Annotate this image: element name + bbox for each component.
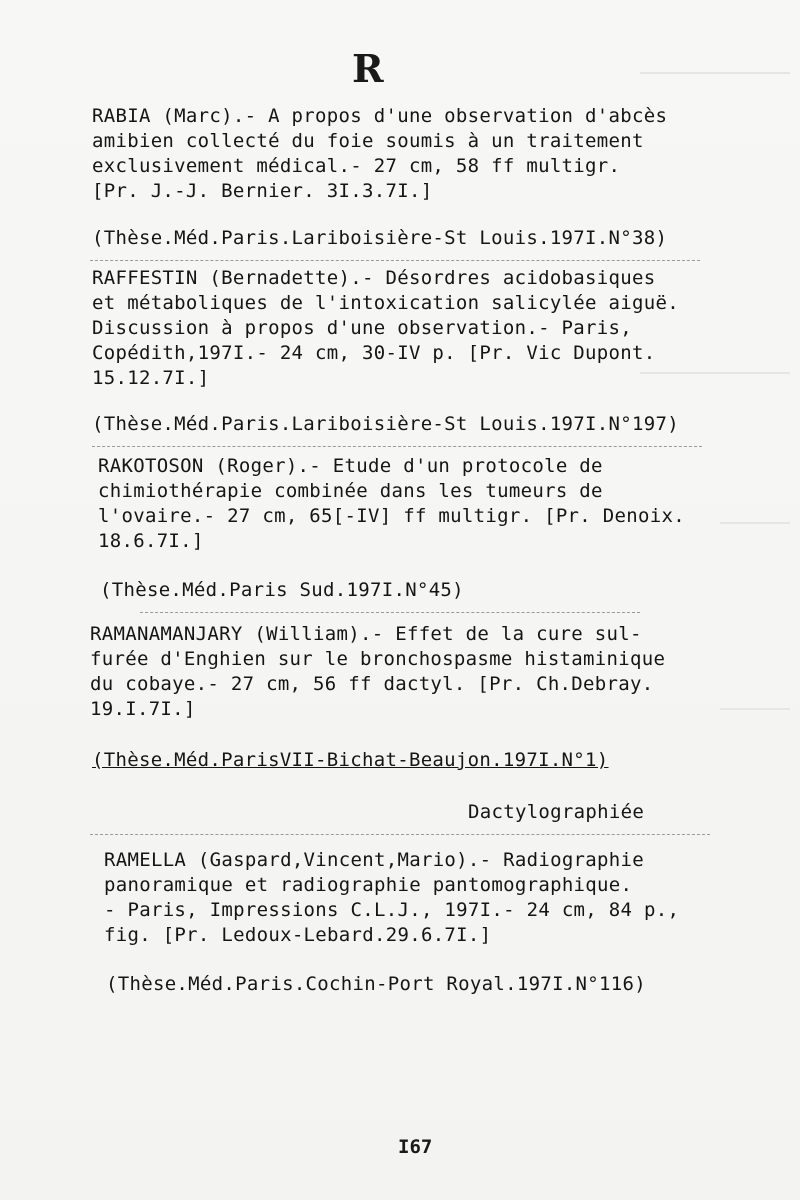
bibliography-entry: [104, 848, 679, 948]
scan-ghost-mark: [720, 522, 790, 524]
entry-divider: [140, 612, 640, 614]
entry-line: - Paris, Impressions C.L.J., 197I.- 24 cm, 84 p.,: [104, 899, 680, 921]
entry-divider: [90, 834, 710, 836]
entry-line: du cobaye.- 27 cm, 56 ff dactyl. [Pr. Ch.Debray.: [90, 673, 654, 695]
entry-line: [Pr. J.-J. Bernier. 3I.3.7I.]: [92, 180, 433, 202]
entry-line: l'ovaire.- 27 cm, 65[-IV] ff multigr. [Pr. Denoix.: [98, 505, 685, 527]
entry-line: furée d'Enghien sur le bronchospasme histaminique: [90, 648, 666, 670]
thesis-reference: (Thèse.Méd.Paris.Cochin-Port Royal.197I.N°116): [106, 973, 646, 995]
entry-line: amibien collecté du foie soumis à un traitement: [92, 130, 644, 152]
entry-divider: [90, 260, 700, 262]
scan-ghost-mark: [640, 72, 790, 74]
entry-line: 15.12.7I.]: [92, 367, 210, 389]
entry-line: RAKOTOSON (Roger).- Etude d'un protocole de: [98, 455, 603, 477]
entry-divider: [92, 446, 702, 448]
thesis-reference: (Thèse.Méd.Paris.Lariboisière-St Louis.197I.N°197): [92, 413, 679, 435]
entry-line: 18.6.7I.]: [98, 530, 204, 552]
entry-line: 19.I.7I.]: [90, 698, 196, 720]
bibliography-entry: [98, 454, 685, 554]
entry-line: RABIA (Marc).- A propos d'une observation d'abcès: [92, 105, 668, 127]
entry-line: chimiothérapie combinée dans les tumeurs de: [98, 480, 603, 502]
entry-line: RAMELLA (Gaspard,Vincent,Mario).- Radiographie: [104, 849, 644, 871]
bibliography-entry: [90, 622, 665, 722]
thesis-reference: (Thèse.Méd.ParisVII-Bichat-Beaujon.197I.N°1): [92, 749, 609, 771]
bibliography-entry: [92, 104, 667, 204]
entry-line: panoramique et radiographie pantomographique.: [104, 874, 633, 896]
thesis-reference: (Thèse.Méd.Paris.Lariboisière-St Louis.197I.N°38): [92, 227, 668, 249]
typescript-note: Dactylographiée: [468, 801, 645, 823]
entry-line: fig. [Pr. Ledoux-Lebard.29.6.7I.]: [104, 924, 492, 946]
bibliography-entry: [92, 266, 679, 391]
entry-line: RAFFESTIN (Bernadette).- Désordres acidobasiques: [92, 267, 656, 289]
entry-line: et métaboliques de l'intoxication salicylée aiguë.: [92, 292, 679, 314]
entry-line: RAMANAMANJARY (William).- Effet de la cure sul-: [90, 623, 642, 645]
thesis-reference: (Thèse.Méd.Paris Sud.197I.N°45): [100, 579, 464, 601]
entry-line: Copédith,197I.- 24 cm, 30-IV p. [Pr. Vic Dupont.: [92, 342, 656, 364]
entry-line: exclusivement médical.- 27 cm, 58 ff multigr.: [92, 155, 621, 177]
page-number: I67: [398, 1136, 433, 1158]
entry-line: Discussion à propos d'une observation.- Paris,: [92, 317, 632, 339]
section-letter: R: [352, 46, 384, 91]
scan-ghost-mark: [720, 708, 790, 710]
